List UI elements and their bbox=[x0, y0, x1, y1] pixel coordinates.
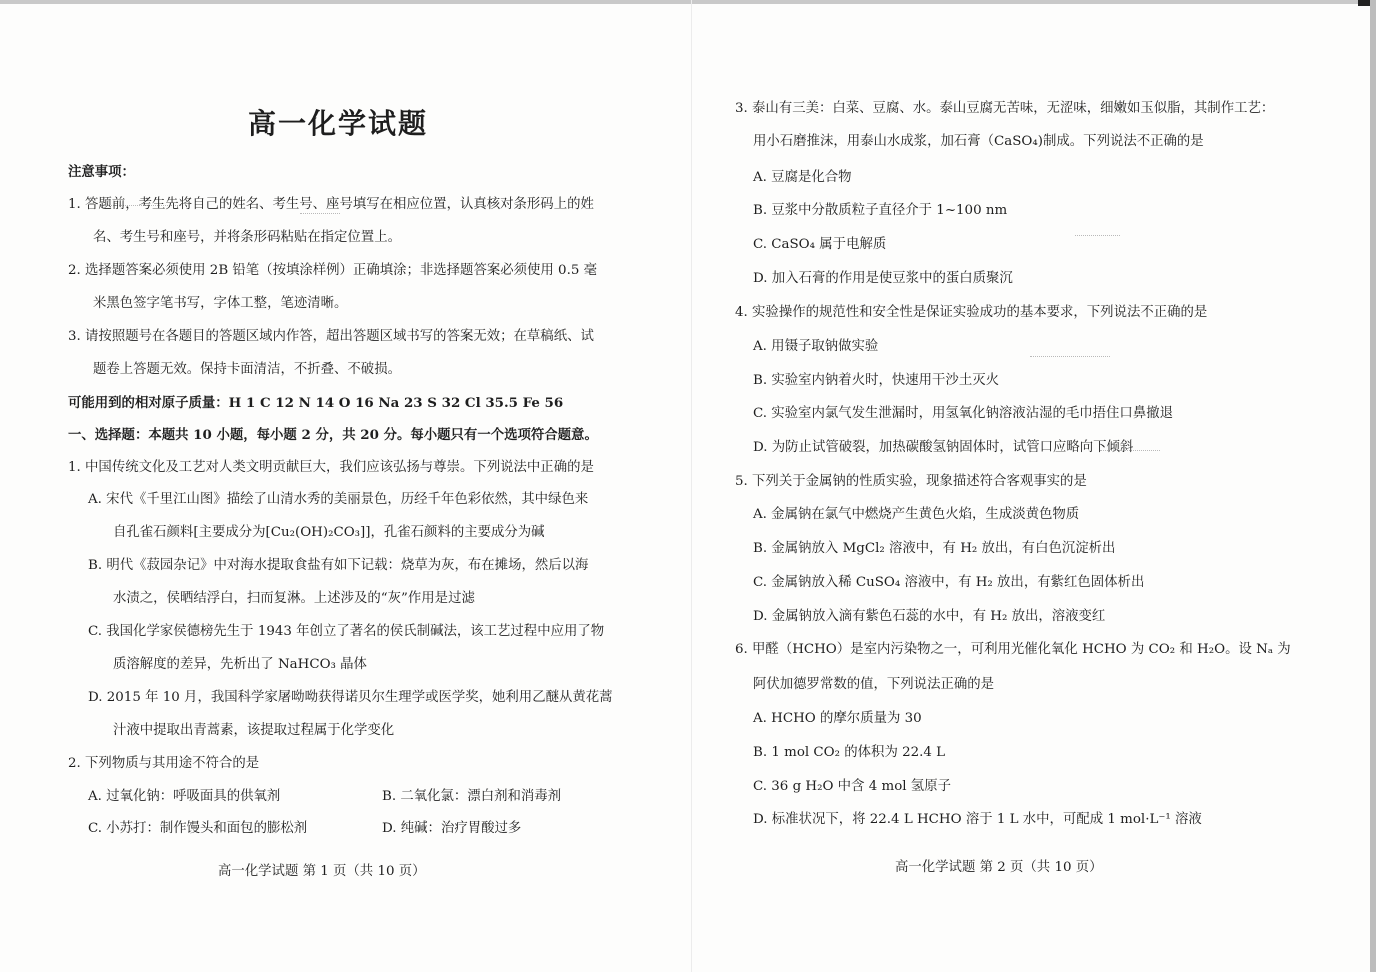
question-3-option-a: A. 豆腐是化合物 bbox=[753, 170, 852, 185]
question-1-option-d-line-2: 汁液中提取出青蒿素，该提取过程属于化学变化 bbox=[113, 723, 395, 738]
page-title: 高一化学试题 bbox=[248, 107, 429, 140]
question-5-option-a: A. 金属钠在氯气中燃烧产生黄色火焰，生成淡黄色物质 bbox=[753, 507, 1080, 522]
question-3-stem-line-2: 用小石磨推沫，用泰山水成浆，加石膏（CaSO₄)制成。下列说法不正确的是 bbox=[753, 134, 1204, 149]
notes-heading: 注意事项： bbox=[68, 164, 135, 180]
question-2-option-d: D. 纯碱：治疗胃酸过多 bbox=[382, 821, 522, 836]
question-3-stem-line-1: 3. 泰山有三美：白菜、豆腐、水。泰山豆腐无苦味，无涩味，细嫩如玉似脂，其制作工艺： bbox=[735, 101, 1275, 116]
question-3-option-d: D. 加入石膏的作用是使豆浆中的蛋白质聚沉 bbox=[753, 271, 1013, 286]
question-4-stem: 4. 实验操作的规范性和安全性是保证实验成功的基本要求，下列说法不正确的是 bbox=[735, 305, 1208, 320]
question-4-option-c: C. 实验室内氯气发生泄漏时，用氢氧化钠溶液沾湿的毛巾捂住口鼻撤退 bbox=[753, 406, 1173, 421]
scan-noise bbox=[1030, 356, 1110, 358]
question-1-option-c-line-1: C. 我国化学家侯德榜先生于 1943 年创立了著名的侯氏制碱法，该工艺过程中应用了物 bbox=[88, 624, 605, 639]
question-2-option-c: C. 小苏打：制作馒头和面包的膨松剂 bbox=[88, 821, 308, 836]
atomic-masses: 可能用到的相对原子质量：H 1 C 12 N 14 O 16 Na 23 S 32 Cl 35.5 Fe 56 bbox=[68, 395, 564, 411]
question-5-option-c: C. 金属钠放入稀 CuSO₄ 溶液中，有 H₂ 放出，有紫红色固体析出 bbox=[753, 575, 1145, 590]
question-6-stem-line-2: 阿伏加德罗常数的值，下列说法正确的是 bbox=[753, 677, 995, 692]
question-5-option-d: D. 金属钠放入滴有紫色石蕊的水中，有 H₂ 放出，溶液变红 bbox=[753, 609, 1106, 624]
question-2-option-a: A. 过氧化钠：呼吸面具的供氧剂 bbox=[88, 789, 281, 804]
question-1-option-a-line-1: A. 宋代《千里江山图》描绘了山清水秀的美丽景色，历经千年色彩依然，其中绿色来 bbox=[88, 492, 589, 507]
question-5-option-b: B. 金属钠放入 MgCl₂ 溶液中，有 H₂ 放出，有白色沉淀析出 bbox=[753, 541, 1116, 556]
note-2-line-2: 米黑色签字笔书写，字体工整，笔迹清晰。 bbox=[93, 296, 348, 311]
question-3-option-b: B. 豆浆中分散质粒子直径介于 1~100 nm bbox=[753, 203, 1008, 218]
question-1-option-d-line-1: D. 2015 年 10 月，我国科学家屠呦呦获得诺贝尔生理学或医学奖，她利用乙醚从黄花蒿 bbox=[88, 690, 613, 705]
question-6-option-d: D. 标准状况下，将 22.4 L HCHO 溶于 1 L 水中，可配成 1 mol·L⁻¹ 溶液 bbox=[753, 812, 1202, 827]
question-6-option-a: A. HCHO 的摩尔质量为 30 bbox=[753, 711, 922, 726]
question-4-option-b: B. 实验室内钠着火时，快速用干沙土灭火 bbox=[753, 373, 999, 388]
question-5-stem: 5. 下列关于金属钠的性质实验，现象描述符合客观事实的是 bbox=[735, 474, 1087, 489]
question-3-option-c: C. CaSO₄ 属于电解质 bbox=[753, 237, 887, 252]
question-6-option-b: B. 1 mol CO₂ 的体积为 22.4 L bbox=[753, 745, 946, 760]
section-heading: 一、选择题：本题共 10 小题，每小题 2 分，共 20 分。每小题只有一个选项符合题意。 bbox=[68, 427, 598, 443]
page-2-footer: 高一化学试题 第 2 页（共 10 页） bbox=[895, 860, 1103, 875]
scan-marker bbox=[1358, 0, 1370, 6]
scan-right-edge bbox=[1370, 0, 1376, 972]
question-1-option-b-line-2: 水渍之，侯晒结浮白，扫而复淋。上述涉及的“灰”作用是过滤 bbox=[113, 591, 475, 606]
note-1-line-1: 1. 答题前，考生先将自己的姓名、考生号、座号填写在相应位置，认真核对条形码上的姓 bbox=[68, 197, 594, 212]
question-1-option-b-line-1: B. 明代《菽园杂记》中对海水提取食盐有如下记载：烧草为灰，布在摊场，然后以海 bbox=[88, 558, 589, 573]
question-4-option-d: D. 为防止试管破裂，加热碳酸氢钠固体时，试管口应略向下倾斜 bbox=[753, 440, 1134, 455]
question-6-option-c: C. 36 g H₂O 中含 4 mol 氢原子 bbox=[753, 779, 951, 794]
page-fold bbox=[691, 0, 692, 972]
question-6-stem-line-1: 6. 甲醛（HCHO）是室内污染物之一，可利用光催化氧化 HCHO 为 CO₂ 和 H₂O。设 Nₐ 为 bbox=[735, 642, 1291, 657]
question-4-option-a: A. 用镊子取钠做实验 bbox=[753, 339, 879, 354]
note-3-line-1: 3. 请按照题号在各题目的答题区域内作答，超出答题区域书写的答案无效；在草稿纸、试 bbox=[68, 329, 594, 344]
note-3-line-2: 题卷上答题无效。保持卡面清洁，不折叠、不破损。 bbox=[93, 362, 401, 377]
question-1-option-c-line-2: 质溶解度的差异，先析出了 NaHCO₃ 晶体 bbox=[113, 657, 367, 672]
note-1-line-2: 名、考生号和座号，并将条形码粘贴在指定位置上。 bbox=[93, 230, 401, 245]
note-2-line-1: 2. 选择题答案必须使用 2B 铅笔（按填涂样例）正确填涂；非选择题答案必须使用 0.5 毫 bbox=[68, 263, 597, 278]
question-1-stem: 1. 中国传统文化及工艺对人类文明贡献巨大，我们应该弘扬与尊崇。下列说法中正确的是 bbox=[68, 460, 594, 475]
question-2-stem: 2. 下列物质与其用途不符合的是 bbox=[68, 756, 260, 771]
question-2-option-b: B. 二氧化氯：漂白剂和消毒剂 bbox=[382, 789, 562, 804]
scan-noise bbox=[1075, 235, 1120, 237]
scan-top-edge bbox=[0, 0, 1376, 4]
question-1-option-a-line-2: 自孔雀石颜料[主要成分为[Cu₂(OH)₂CO₃]]，孔雀石颜料的主要成分为碱 bbox=[113, 525, 545, 540]
page-1-footer: 高一化学试题 第 1 页（共 10 页） bbox=[218, 864, 426, 879]
